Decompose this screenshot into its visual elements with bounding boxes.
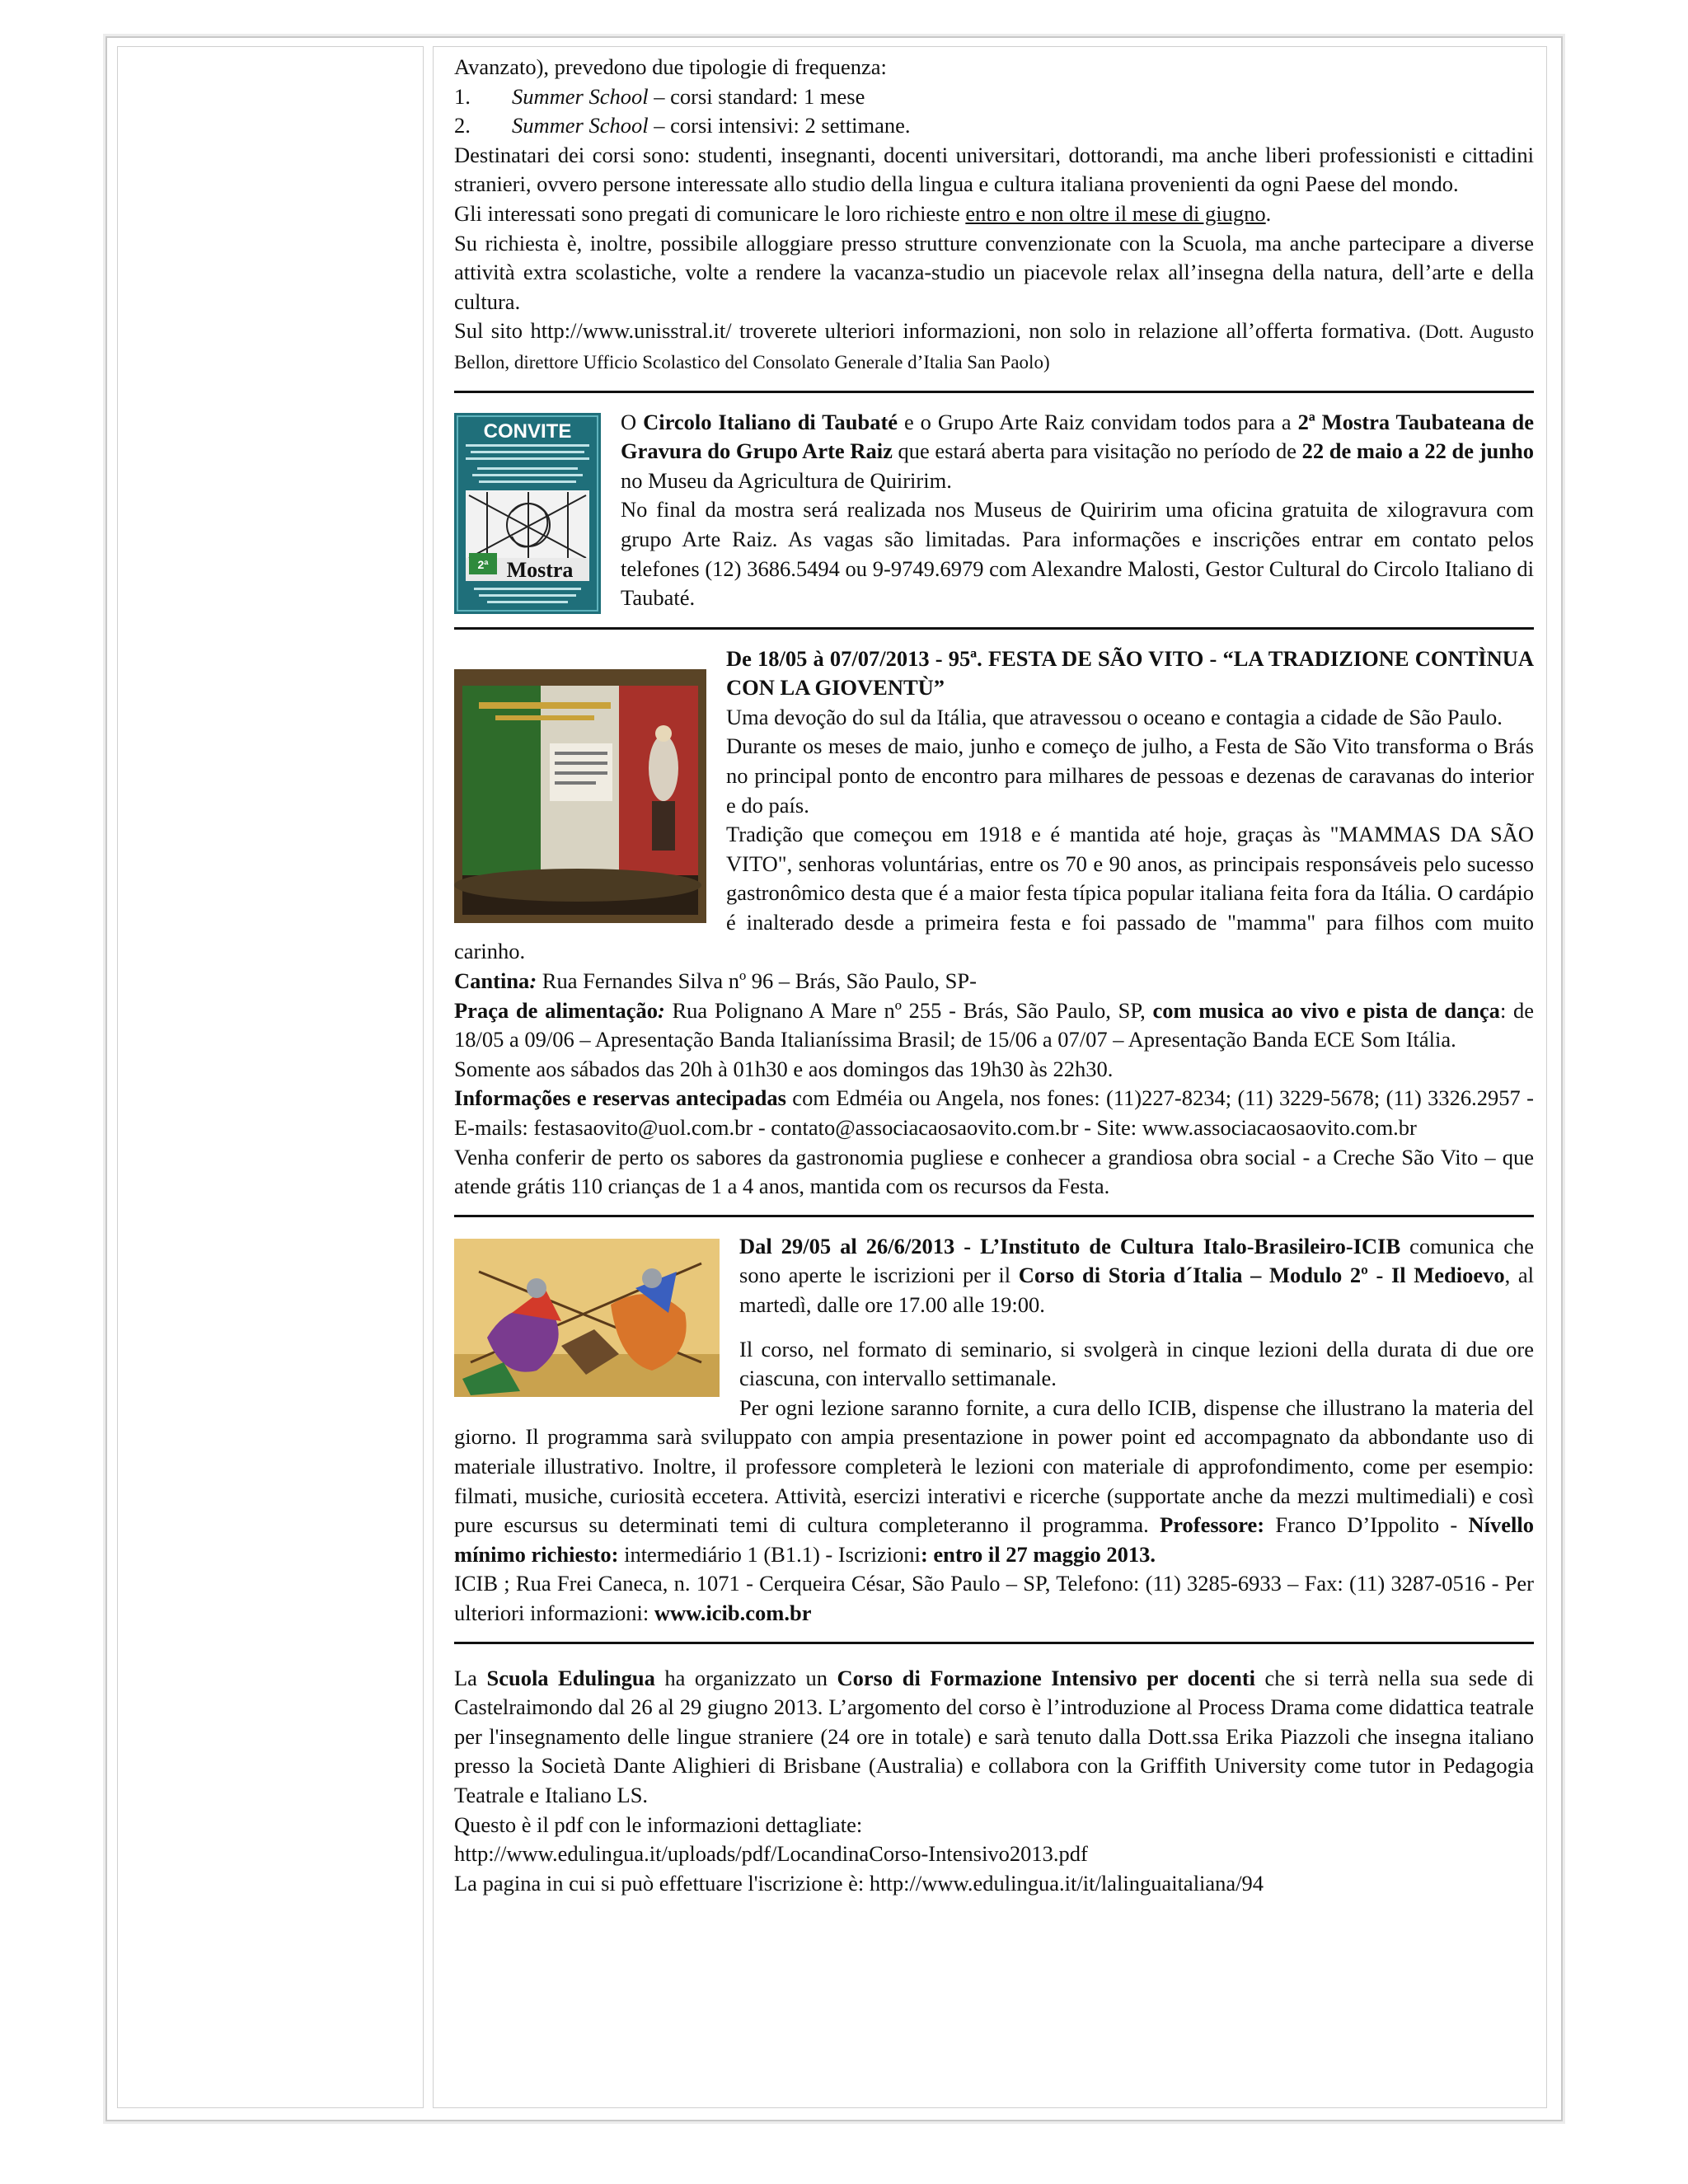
article-content	[454, 53, 1534, 1898]
paragraph	[454, 1394, 1534, 1570]
text: Gli interessati sono pregati di comunicare le loro richieste	[454, 200, 966, 226]
paragraph: Uma devoção do sul da Itália, que atravessou o oceano e contagia a cidade de São Paulo.	[726, 704, 1503, 729]
signature: (Dott. Augusto Bellon, direttore Ufficio Scolastico del Consolato Generale d’Italia San Paolo)	[454, 321, 1535, 373]
text: intermediário 1 (B1.1) - Iscrizioni	[618, 1541, 921, 1567]
text: La	[454, 1665, 487, 1690]
festa-sao-vito-poster-image	[454, 669, 706, 923]
list-text: – corsi intensivi: 2 settimane.	[648, 113, 911, 138]
paragraph: No final da mostra será realizada nos Museus de Quiririm uma oficina gratuita de xilogravura com grupo Arte Raiz. As vagas são limitadas. Para informações e inscrições entrar em contato pelos telefones (12) 3686.5494 ou 9-9749.6979 com Alexandre Malosti, Gestor Cultural do Circolo Italiano di Taubaté.	[621, 497, 1534, 611]
bold-label: Nívello mínimo richiesto:	[454, 1512, 1534, 1567]
list-item	[454, 82, 1534, 112]
list-item	[454, 111, 1534, 141]
paragraph: Durante os meses de maio, junho e começo de julho, a Festa de São Vito transforma o Brás no principal ponto de encontro para milhares de pessoas e dezenas de caravanas do interior e do país.	[726, 733, 1534, 818]
divider	[454, 1642, 1534, 1644]
label-colon: :	[657, 997, 665, 1023]
paragraph: La pagina in cui si può effettuare l'iscrizione è: http://www.edulingua.it/it/lalinguaitaliana/94	[454, 1870, 1264, 1896]
label-colon: :	[529, 968, 537, 994]
bold-text: Corso di Formazione Intensivo per docenti	[837, 1665, 1256, 1690]
paragraph: Questo è il pdf con le informazioni dettagliate:	[454, 1811, 863, 1837]
divider	[454, 627, 1534, 630]
text: ICIB ; Rua Frei Caneca, n. 1071 - Cerqueira César, São Paulo – SP, Telefono: (11) 3285-6933 – Fax: (11) 3287-0516 - Per ulteriori informazioni:	[454, 1571, 1534, 1625]
paragraph: Venha conferir de perto os sabores da gastronomia pugliese e conhecer a grandiosa obra social - a Creche São Vito – que atende grátis 110 crianças de 1 a 4 anos, mantida com os recursos da Festa.	[454, 1144, 1534, 1199]
list-number: 1.	[454, 83, 471, 109]
section-circolo-taubate	[454, 408, 1534, 614]
section-festa-sao-vito	[454, 644, 1534, 1202]
convite-poster-image	[454, 413, 601, 614]
bold-text: Corso di Storia d´Italia – Modulo 2º - Il Medioevo	[1018, 1263, 1505, 1288]
paragraph: Tradição que começou em 1918 e é mantida até hoje, graças às "MAMMAS DA SÃO VITO", senhoras voluntárias, entre os 70 e 90 anos, as principais responsáveis pelo sucesso gastronômico desta que é a maior festa típica popular italiana feita fora da Itália. O cardápio é inalterado desde a primeira festa e foi passado de "mamma" para filhos com muito carinho.	[454, 822, 1534, 964]
text: e o Grupo Arte Raiz convidam todos para a	[898, 409, 1298, 434]
bold-text: 2ª Mostra Taubateana de Gravura do Grupo Arte Raiz	[621, 409, 1535, 464]
paragraph: Su richiesta è, inoltre, possibile alloggiare presso strutture convenzionate con la Scuola, ma anche partecipare a diverse attività extra scolastiche, volte a rendere la vacanza-studio un piacevole relax all’insegna della natura, dell’arte e della cultura.	[454, 230, 1534, 314]
divider	[454, 1215, 1534, 1217]
paragraph	[454, 1569, 1534, 1628]
text: que estará aberta para visitação no período de	[892, 438, 1302, 464]
text: O	[621, 409, 644, 434]
underlined-deadline: entro e non oltre il mese di giugno	[965, 200, 1266, 226]
text: .	[1265, 200, 1272, 226]
text: no Museu da Agricultura de Quiririm.	[621, 467, 952, 493]
poster-word: Mostra	[506, 557, 574, 582]
section-summer-school	[454, 53, 1534, 377]
paragraph: Il corso, nel formato di seminario, si svolgerà in cinque lezioni della durata di due ore ciascuna, con intervallo settimanale.	[739, 1336, 1534, 1391]
text: Franco D’Ippolito -	[1264, 1512, 1469, 1538]
paragraph: Destinatari dei corsi sono: studenti, insegnanti, docenti universitari, dottorandi, ma anche liberi professionisti e cittadini stranieri, ovvero persone interessate allo studio della lingua e cultura italiana provenienti da ogni Paese del mondo.	[454, 142, 1534, 197]
text: Rua Fernandes Silva nº 96 – Brás, São Paulo, SP-	[537, 968, 977, 994]
poster-badge: 2ª	[477, 557, 489, 571]
paragraph	[454, 967, 1534, 996]
bold-text: Circolo Italiano di Taubaté	[643, 409, 898, 434]
bold-text: : entro il 27 maggio 2013.	[920, 1541, 1156, 1567]
section-edulingua	[454, 1664, 1534, 1899]
bold-text: com musica ao vivo e pista de dança	[1152, 997, 1500, 1023]
left-column	[117, 46, 424, 2108]
poster-title: CONVITE	[483, 419, 572, 443]
text: ha organizzato un	[654, 1665, 837, 1690]
bold-label: Informações e reservas antecipadas	[454, 1085, 786, 1111]
paragraph	[454, 1664, 1534, 1811]
paragraph	[454, 316, 1534, 377]
paragraph	[454, 408, 1534, 496]
medieval-knights-image	[454, 1239, 720, 1397]
paragraph	[454, 199, 1534, 229]
bold-label: Professore:	[1160, 1512, 1265, 1538]
paragraph	[454, 1084, 1534, 1142]
pdf-link[interactable]: http://www.edulingua.it/uploads/pdf/LocandinaCorso-Intensivo2013.pdf	[454, 1841, 1088, 1867]
paragraph	[454, 996, 1534, 1055]
text: comunica che sono aperte le iscrizioni per il	[739, 1233, 1534, 1288]
text: che si terrà nella sua sede di Castelraimondo dal 26 al 29 giugno 2013. L’argomento del corso è l’introduzione al Process Drama come didattica teatrale per l'insegnamento delle lingue straniere (24 ore in totale) e sarà tenuto dalla Dott.ssa Erika Piazzoli che insegna italiano presso la Società Dante Alighieri di Brisbane (Australia) e collabora con la Griffith University come tutor in Pedagogia Teatrale e Italiano LS.	[454, 1665, 1535, 1807]
paragraph: Somente aos sábados das 20h à 01h30 e aos domingos das 19h30 às 22h30.	[454, 1056, 1114, 1081]
intro-text: Avanzato), prevedono due tipologie di frequenza:	[454, 54, 887, 79]
text: Rua Polignano A Mare nº 255 - Brás, São Paulo, SP,	[664, 997, 1153, 1023]
bold-text: Scuola Edulingua	[486, 1665, 655, 1690]
text: , al martedì, dalle ore 17.00 alle 19:00.	[739, 1263, 1534, 1317]
bold-text: 22 de maio a 22 de junho	[1301, 438, 1534, 464]
text: Per ogni lezione saranno fornite, a cura dello ICIB, dispense che illustrano la materia del giorno. Il programma sarà sviluppato con ampia presentazione in power point ed accompagnato da abbondante uso di materiale illustrativo. Inoltre, il professore completerà le lezioni con materiale di approfondimento, come per esempio: filmati, musiche, curiosità eccetera. Attività, esercizi interativi e ricerche (supportate anche da mezzi multimediali) e così pure escursus su determinati temi di cultura completeranno il programma.	[454, 1394, 1534, 1538]
bold-heading: Dal 29/05 al 26/6/2013 - L’Instituto de Cultura Italo-Brasileiro-ICIB	[739, 1233, 1401, 1258]
list-emphasis: Summer School	[512, 83, 649, 109]
list-text: – corsi standard: 1 mese	[648, 83, 865, 109]
list-emphasis: Summer School	[512, 113, 649, 138]
section-icib	[454, 1232, 1534, 1629]
text: Sul sito http://www.unisstral.it/ troverete ulteriori informazioni, non solo in relazione all’offerta formativa.	[454, 318, 1419, 344]
bold-label: Praça de alimentação	[454, 997, 658, 1023]
bold-label: Cantina	[454, 968, 530, 994]
bold-heading: De 18/05 à 07/07/2013 - 95ª. FESTA DE SÃO VITO - “LA TRADIZIONE CONTÌNUA CON LA GIOVENTÙ”	[726, 645, 1534, 701]
website-link[interactable]: www.icib.com.br	[654, 1600, 812, 1625]
text: : de 18/05 a 09/06 – Apresentação Banda Italianíssima Brasil; de 15/06 a 07/07 – Apresentação Banda ECE Som Itália.	[454, 997, 1534, 1052]
list-number: 2.	[454, 113, 471, 138]
divider	[454, 391, 1534, 393]
text: com Edméia ou Angela, nos fones: (11)227-8234; (11) 3229-5678; (11) 3326.2957 - E-mails: festasaovito@uol.com.br - contato@associacaosaovito.com.br - Site: www.associacaosaovito.com.br	[454, 1085, 1534, 1141]
